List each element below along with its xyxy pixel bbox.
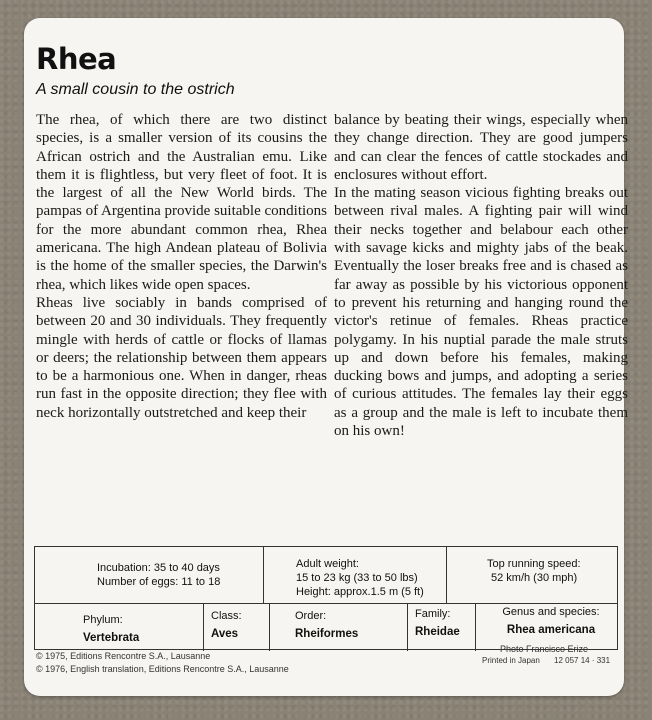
table-divider bbox=[407, 603, 408, 651]
class-cell bbox=[211, 609, 269, 641]
card-code: 12 057 14 · 331 bbox=[554, 656, 611, 665]
body-text-left-column bbox=[36, 111, 327, 422]
body-text-right-column bbox=[334, 111, 628, 440]
phylum-cell bbox=[83, 613, 203, 645]
size-facts bbox=[296, 557, 446, 599]
speed-facts bbox=[487, 557, 617, 585]
weight-label: Adult weight: bbox=[296, 558, 359, 570]
eggs-text: Number of eggs: 11 to 18 bbox=[97, 576, 221, 588]
family-cell bbox=[415, 607, 475, 639]
body-paragraph: Rheas live sociably in bands comprised of between 20 and 30 individuals. They frequently mingle with herds of cattle or flocks of llamas or deers; the relationship between them appears to be a harmonious one. When in danger, rheas run fast in the opposite direction; they flee with neck horizontally outstretched and keep their bbox=[36, 294, 327, 421]
body-paragraph: In the mating season vicious fighting breaks out between rival males. A fighting pair will wind their necks together and belabour each other with savage kicks and mighty jabs of the beak. Eventually the loser breaks free and is chased as far away as possible by his victorious opponent to prevent his returning and hanging round the victor's retinue of females. Rheas practice polygamy. In his nuptial parade the male struts up and down before his females, making ducking bows and jumps, and adopting a series of curious attitudes. The females lay their eggs as a group and the male is left to incubate them on his own! bbox=[334, 185, 628, 440]
weight-value: 15 to 23 kg (33 to 50 lbs) bbox=[296, 572, 418, 584]
printed-in: Printed in Japan bbox=[482, 656, 540, 665]
speed-value: 52 km/h (30 mph) bbox=[491, 572, 578, 584]
species-value: Rhea americana bbox=[506, 624, 596, 636]
body-paragraph: The rhea, of which there are two distinct species, is a smaller version of its cousins the African ostrich and the Australian emu. Like them it is flightless, but very fleet of foot. It is the largest of all the New World birds. The pampas of Argentina provide suitable conditions for the more abundant common rhea, Rhea americana. The high Andean plateau of Bolivia is the home of the smaller species, the Darwin's rhea, which likes wide open spaces. bbox=[36, 112, 327, 293]
species-cell bbox=[485, 605, 617, 637]
speed-label: Top running speed: bbox=[487, 558, 581, 570]
family-label: Family: bbox=[415, 608, 451, 620]
species-label: Genus and species: bbox=[502, 606, 600, 618]
table-divider bbox=[269, 603, 270, 651]
table-divider bbox=[35, 603, 617, 604]
height-text: Height: approx.1.5 m (5 ft) bbox=[296, 586, 424, 598]
class-label: Class: bbox=[211, 610, 242, 622]
photo-credit: Photo Francisco Erize bbox=[500, 644, 589, 654]
card-subtitle: A small cousin to the ostrich bbox=[36, 81, 235, 98]
incubation-text: Incubation: 35 to 40 days bbox=[97, 562, 220, 574]
copyright-line: © 1975, Editions Rencontre S.A., Lausanne bbox=[36, 651, 211, 661]
class-value: Aves bbox=[211, 628, 239, 640]
body-paragraph: balance by beating their wings, especially when they change direction. They are good jumpers and can clear the fences of cattle stockades and enclosures without effort. bbox=[334, 112, 628, 183]
order-cell bbox=[295, 609, 405, 641]
table-divider bbox=[475, 603, 476, 651]
phylum-label: Phylum: bbox=[83, 614, 123, 626]
order-value: Rheiformes bbox=[295, 628, 359, 640]
table-divider bbox=[263, 547, 264, 603]
breeding-facts bbox=[97, 561, 259, 589]
copyright-line: © 1976, English translation, Editions Rencontre S.A., Lausanne bbox=[36, 664, 289, 674]
family-value: Rheidae bbox=[415, 626, 460, 638]
table-divider bbox=[203, 603, 204, 651]
facts-table bbox=[34, 546, 618, 650]
phylum-value: Vertebrata bbox=[83, 632, 140, 644]
table-divider bbox=[446, 547, 447, 603]
card-title: Rhea bbox=[36, 42, 117, 76]
order-label: Order: bbox=[295, 610, 327, 622]
